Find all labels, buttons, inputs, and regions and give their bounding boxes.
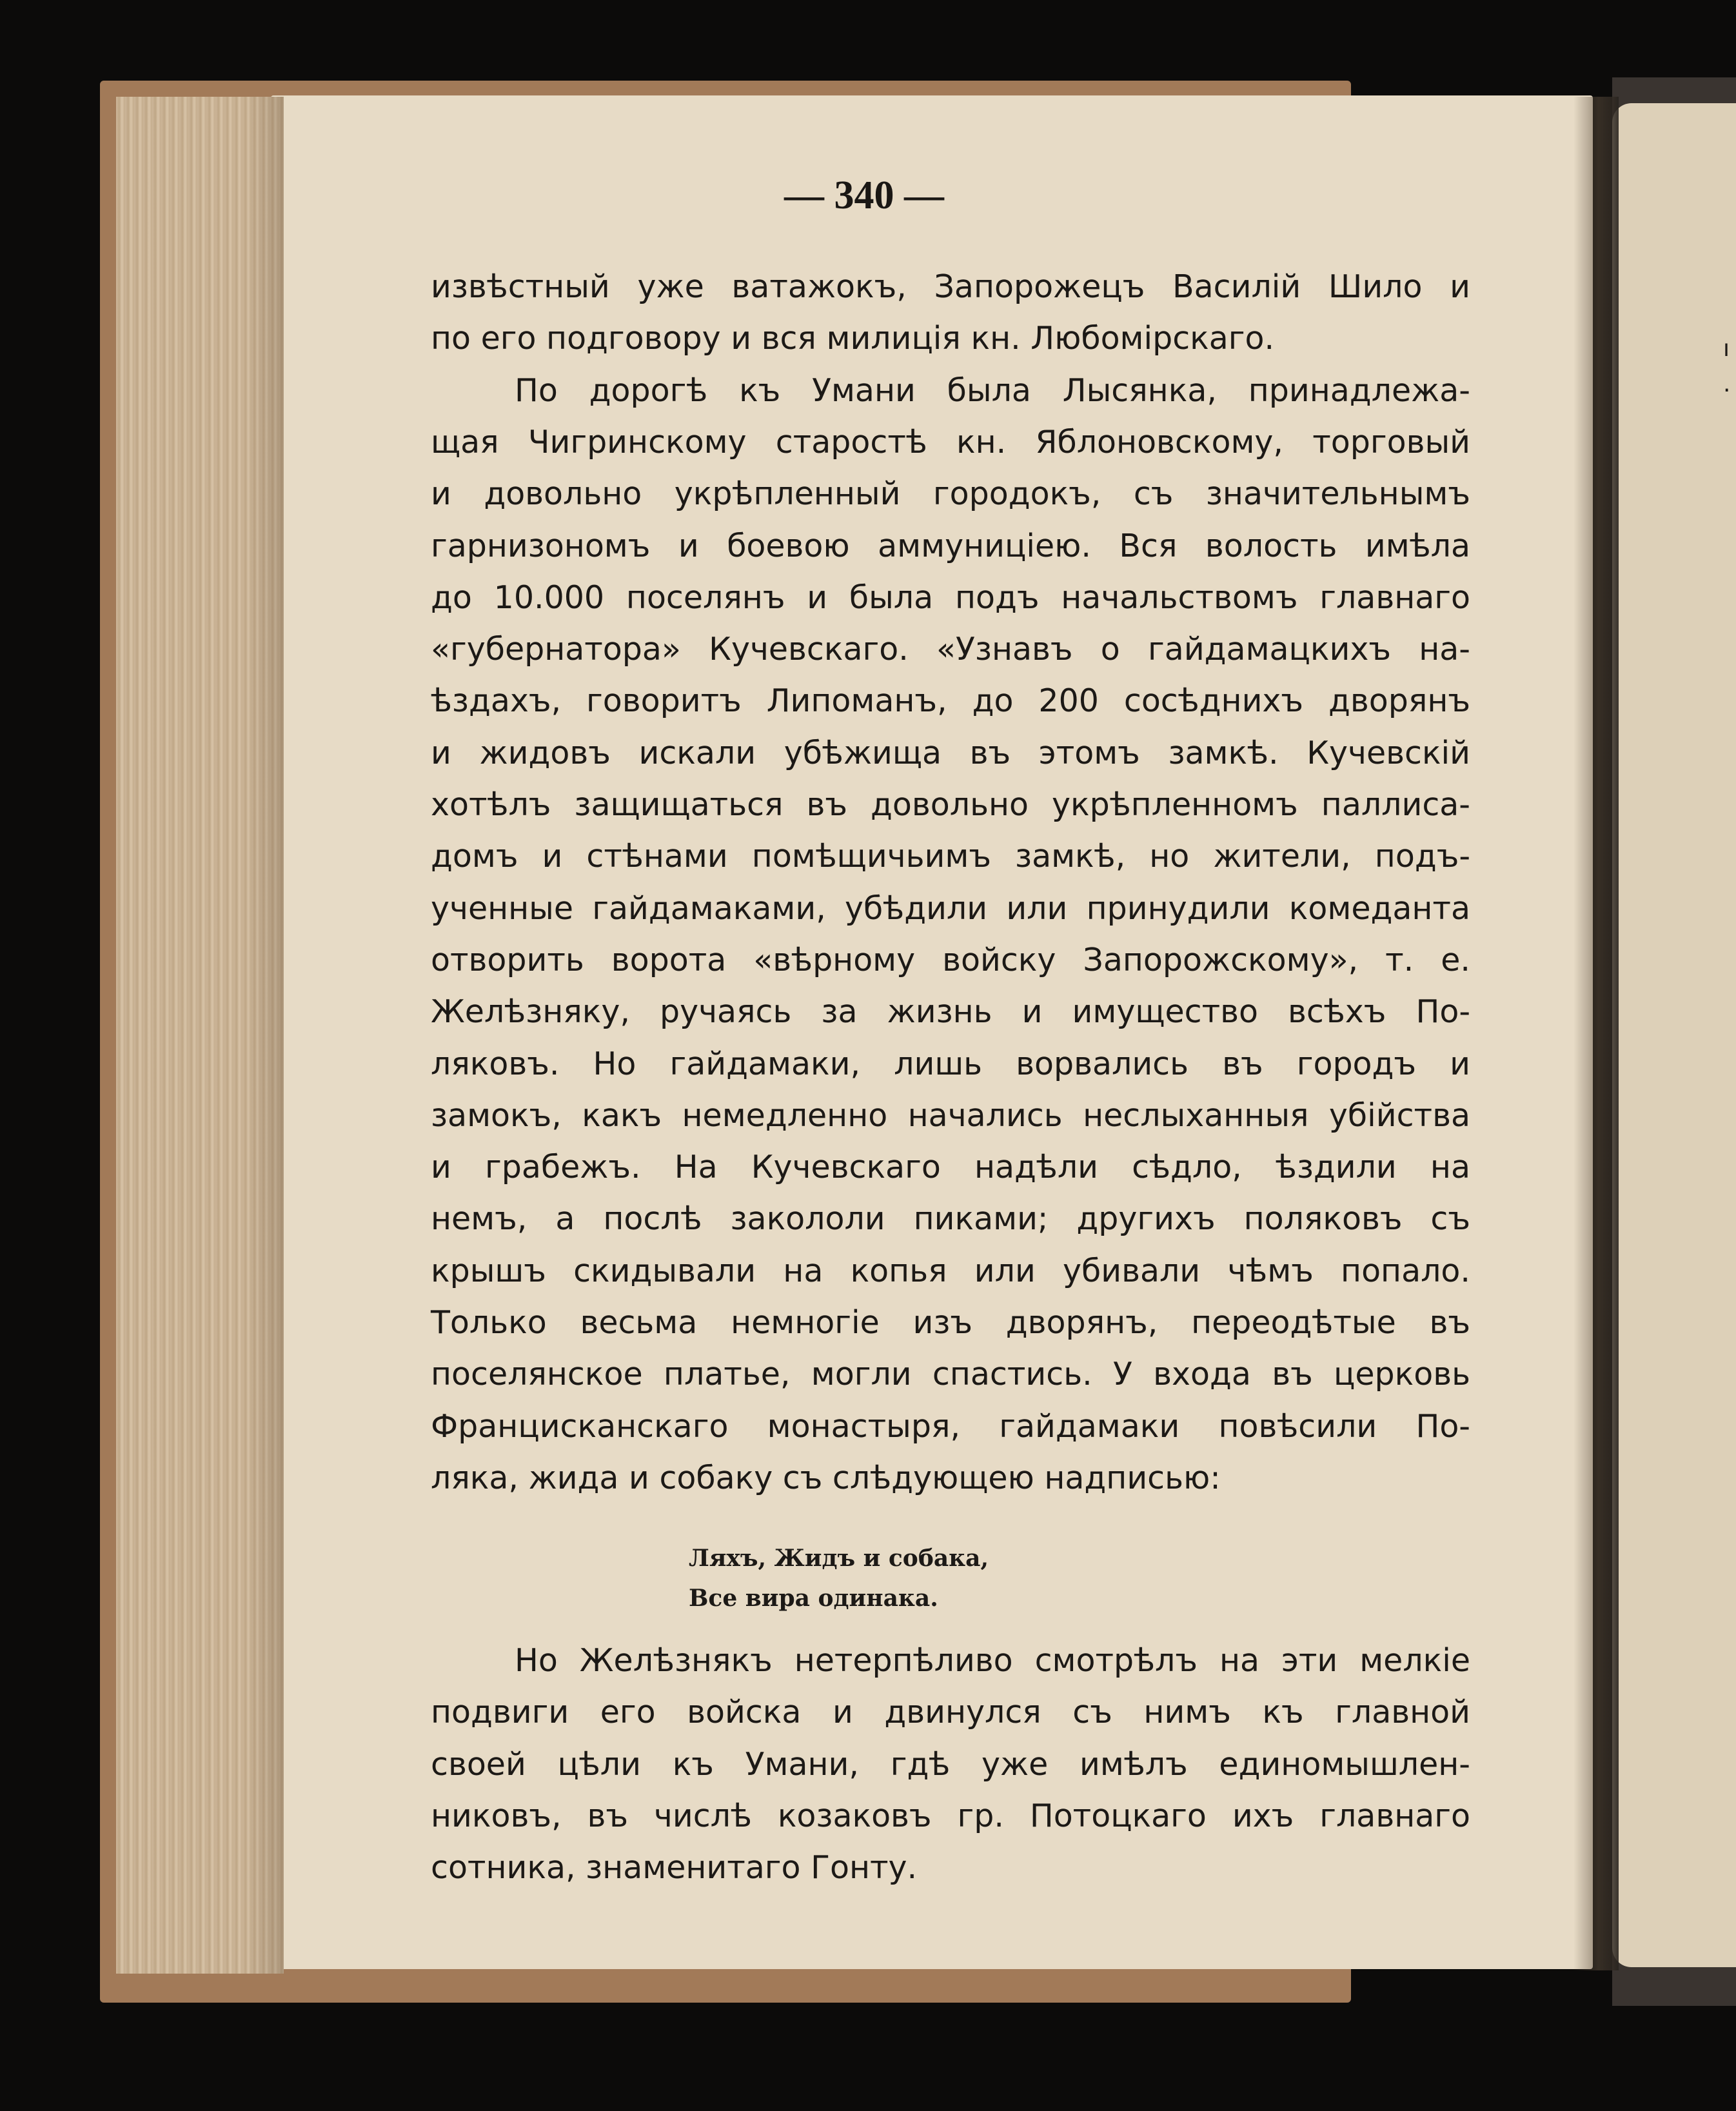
text-line: и жидовъ искали убѣжища въ этомъ замкѣ. Кучевскій [431, 734, 1470, 771]
text-line: домъ и стѣнами помѣщичьимъ замкѣ, но жители, подъ- [431, 838, 1470, 875]
text-line: извѣстный уже ватажокъ, Запорожецъ Василій Шило и [431, 268, 1470, 305]
text-line: щая Чигринскому старостѣ кн. Яблоновскому, торговый [431, 423, 1470, 461]
text-line: гарнизономъ и боевою аммуниціею. Вся волость имѣла [431, 527, 1470, 564]
text-line: своей цѣли къ Умани, гдѣ уже имѣлъ единомышлен- [431, 1745, 1470, 1783]
text-line: ляковъ. Но гайдамаки, лишь ворвались въ городъ и [431, 1045, 1470, 1082]
text-line: поселянское платье, могли спастись. У входа въ церковь [431, 1356, 1470, 1393]
text-line: и довольно укрѣпленный городокъ, съ значительнымъ [431, 475, 1470, 513]
text-line: По дорогѣ къ Умани была Лысянка, принадлежа- [515, 372, 1470, 409]
text-line: ляка, жида и собаку съ слѣдующею надписью: [431, 1459, 1221, 1496]
text-line: немъ, а послѣ закололи пиками; другихъ поляковъ съ [431, 1200, 1470, 1238]
text-line: сотника, знаменитаго Гонту. [431, 1849, 918, 1887]
text-line: хотѣлъ защищаться въ довольно укрѣпленномъ паллиса- [431, 786, 1470, 823]
text-line: Францисканскаго монастыря, гайдамаки повѣсили По- [431, 1407, 1470, 1445]
text-line: Но Желѣзнякъ нетерпѣливо смотрѣлъ на эти мелкіе [515, 1642, 1470, 1679]
text-line: крышъ скидывали на копья или убивали чѣмъ попало. [431, 1252, 1470, 1289]
right-page-mark: ı [1723, 335, 1730, 362]
text-line: Только весьма немногіе изъ дворянъ, переодѣтые въ [431, 1304, 1470, 1341]
text-line: Желѣзняку, ручаясь за жизнь и имущество всѣхъ По- [431, 993, 1470, 1031]
text-line: подвиги его войска и двинулся съ нимъ къ главной [431, 1694, 1470, 1731]
right-page-mark: · [1723, 377, 1731, 404]
text-line: никовъ, въ числѣ козаковъ гр. Потоцкаго ихъ главнаго [431, 1797, 1470, 1834]
text-line: «губернатора» Кучевскаго. «Узнавъ о гайдамацкихъ на- [431, 631, 1470, 668]
book-gutter [1573, 97, 1619, 1970]
text-line: и грабежъ. На Кучевскаго надѣли сѣдло, ѣздили на [431, 1149, 1470, 1186]
text-line: до 10.000 поселянъ и была подъ начальствомъ главнаго [431, 579, 1470, 616]
page-number: — 340 — [784, 173, 944, 217]
verse-line: Все вира одинака. [689, 1585, 938, 1612]
text-line: по его подговору и вся милиція кн. Любомірскаго. [431, 320, 1275, 357]
text-line: отворить ворота «вѣрному войску Запорожскому», т. е. [431, 941, 1470, 978]
right-page [1612, 103, 1736, 1967]
text-line: замокъ, какъ немедленно начались неслыханныя убійства [431, 1096, 1470, 1134]
text-line: ѣздахъ, говоритъ Липоманъ, до 200 сосѣднихъ дворянъ [431, 682, 1470, 720]
page-edge-shadow [245, 97, 284, 1974]
verse-line: Ляхъ, Жидъ и собака, [689, 1545, 989, 1572]
text-line: ученные гайдамаками, убѣдили или принудили комеданта [431, 889, 1470, 927]
